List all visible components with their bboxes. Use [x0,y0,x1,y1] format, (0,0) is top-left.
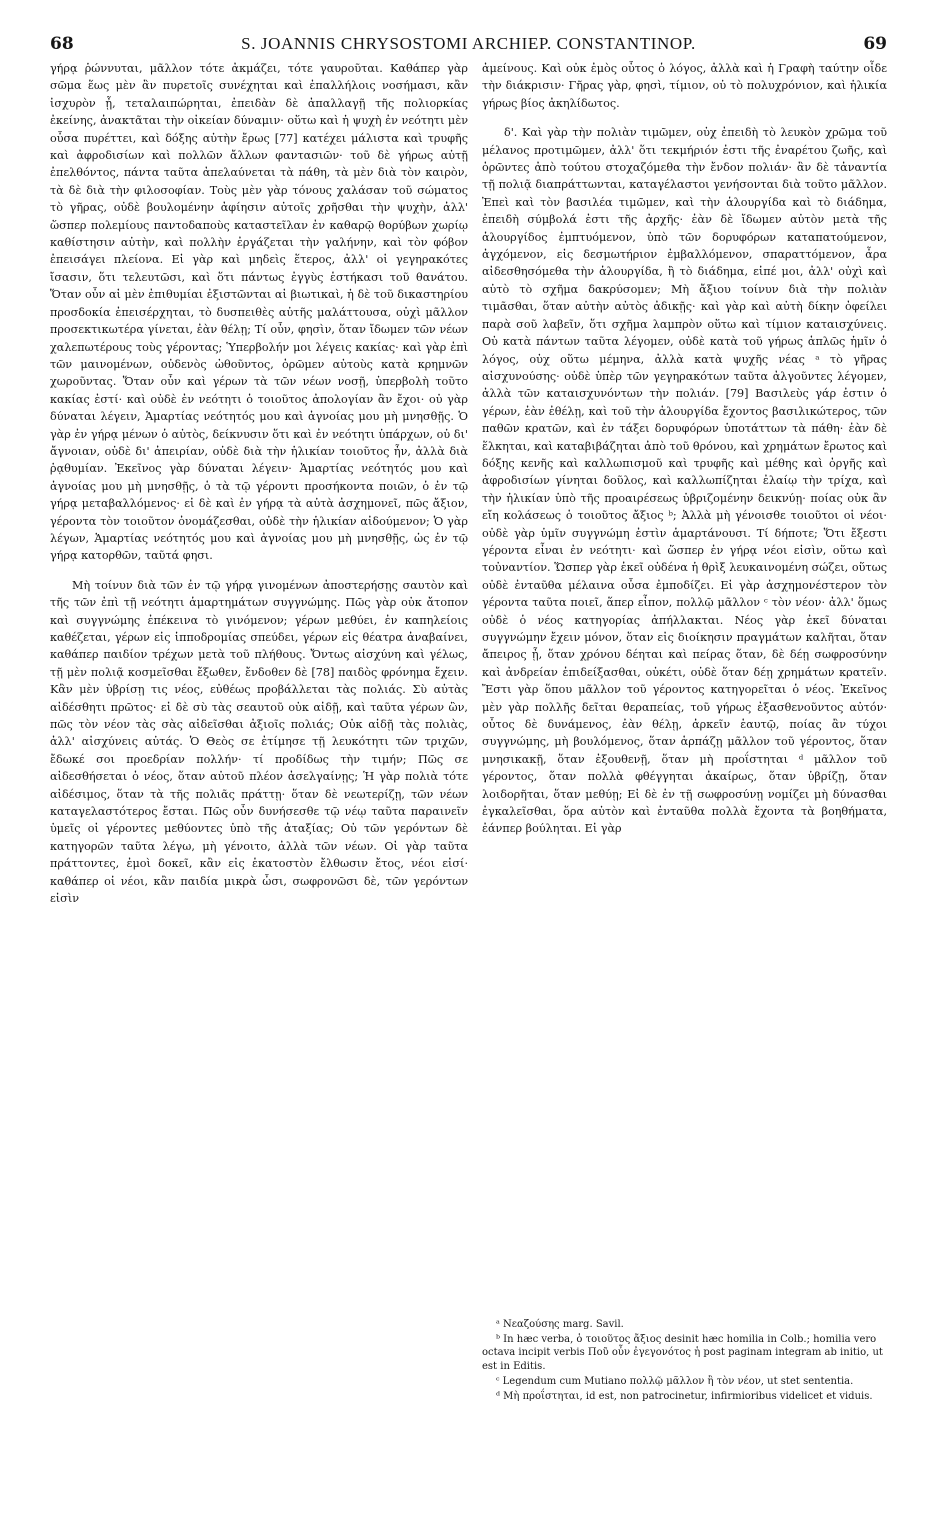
footnote-a: ᵃ Νεαζούσης marg. Savil. [496,1319,624,1330]
right-column [482,60,887,1312]
right-paragraph-1: ἀμείνους. Καὶ οὐκ ἐμὸς οὗτος ὁ λόγος, ἀλλὰ καὶ ἡ Γραφὴ ταύτην οἶδε τὴν διάκρισιν· Γῆρας γὰρ, φησὶ, τίμιον, οὐ τὸ πολυχρόνιον, καὶ ἡλικία γήρως βίος ἀκηλίδωτος. [482,62,887,110]
left-paragraph-1: γήρᾳ ῥώννυται, μᾶλλον τότε ἀκμάζει, τότε γαυροῦται. Καθάπερ γὰρ σῶμα ἕως μὲν ἂν πυρετοῖς συνέχηται καὶ ἐπαλλήλοις νοσήμασι, κἂν ἰσχυρὸν ᾖ, τεταλαιπώρηται, ἐπειδὰν δὲ ἀπαλλαγῇ τῆς πολιορκίας ἐκείνης, ἀνακτᾶται τὴν οἰκείαν δύναμιν· οὕτω καὶ ἡ ψυχὴ ἐν νεότητι μὲν οὖσα πυρέττει, καὶ δόξης αὐτὴν ἔρως [77] κατέχει μάλιστα καὶ τρυφῆς καὶ ἀφροδισίων καὶ πολλῶν ἄλλων φαντασιῶν· τοῦ δὲ γήρως αὐτῇ ἐπελθόντος, πάντα ταῦτα ἀπελαύνεται τὰ πάθη, τὰ μὲν διὰ τὸν καιρὸν, τὰ δὲ διὰ τὴν φιλοσοφίαν. Τοὺς μὲν γὰρ τόνους χαλάσαν τοῦ σώματος τὸ γῆρας, οὐδὲ βουλομένην ἀφίησιν αὐτοῖς χρῆσθαι τὴν ψυχὴν, ἀλλ' ὥσπερ πολεμίους παντοδαποὺς καταστεῖλαν ἐν καθαρῷ θορύβων χωρίῳ καθίστησιν αὐτὴν, καὶ πολλὴν ἐργάζεται τὴν γαλήνην, καὶ τὸν φόβον ἐπεισάγει πλείονα. Εἰ γὰρ καὶ μηδεὶς ἕτερος, ἀλλ' οἱ γεγηρακότες ἴσασιν, ὅτι τελευτῶσι, καὶ ὅτι πάντως ἐγγὺς ἑστήκασι τοῦ θανάτου. Ὅταν οὖν αἱ μὲν ἐπιθυμίαι ἐξιστῶνται αἱ βιωτικαὶ, ἡ δὲ τοῦ δικαστηρίου προσδοκία ἐπεισέρχηται, τὸ δυσπειθὲς αὐτῆς μαλάττουσα, οὐχὶ μᾶλλον προσεκτικωτέρα γίνεται, ἐὰν θέλῃ; Τί οὖν, φησὶν, ὅταν ἴδωμεν τῶν νέων χαλεπωτέρους τοὺς γέροντας; Ὑπερβολήν μοι λέγεις κακίας· καὶ γὰρ ἐπὶ τῶν μαινομένων, οὐδενὸς ὠθοῦντος, ὁρῶμεν αὐτοὺς κατὰ κρημνῶν χωροῦντας. Ὅταν οὖν καὶ γέρων τὰ τῶν νέων νοσῇ, ὑπερβολὴ τοῦτο κακίας ἐστί· καὶ οὐδὲ ἐν νεότητι ὁ τοιοῦτος ἀπολογίαν ἂν ἔχοι· οὐ γὰρ δύναται λέγειν, Ἁμαρτίας νεότητός μου καὶ ἀγνοίας μου μὴ μνησθῇς. Ὁ γὰρ ἐν γήρᾳ μένων ὁ αὐτὸς, δείκνυσιν ὅτι καὶ ἐν νεότητι ὑπάρχων, οὐ δι' ἄγνοιαν, οὐδὲ δι' ἀπειρίαν, οὐδὲ διὰ τὴν ἡλικίαν τοιοῦτος ἦν, ἀλλὰ διὰ ῥᾳθυμίαν. Ἐκεῖνος γὰρ δύναται λέγειν· Ἁμαρτίας νεότητός μου καὶ ἀγνοίας μου μὴ μνησθῇς, ὁ τὰ τῷ γέροντι προσήκοντα ποιῶν, ὁ ἐν τῷ γήρᾳ μεταβαλλόμενος· εἰ δὲ καὶ ἐν γήρᾳ τὰ αὐτὰ ἀσχημονεῖ, πῶς ἄξιον, γέροντα τὸν τοιοῦτον ὀνομάζεσθαι, οὐδὲ τὴν ἡλικίαν αἰδούμενον; Ὁ γὰρ λέγων, Ἁμαρτίας νεότητός μου καὶ ἀγνοίας μου μὴ μνησθῇς, ὡς ἐν τῷ γήρᾳ κατορθῶν, ταῦτά φησι. [50,62,468,563]
page-number-right: 69 [863,34,887,54]
footnote-b: ᵇ In hæc verba, ὁ τοιοῦτος ἄξιος desinit hæc homilia in Colb.; homilia vero octava incipit verbis Ποῦ οὖν ἐγεγονότος ἡ post paginam integram ab initio, ut est in Editis. [482,1334,883,1372]
page-header [50,34,887,56]
left-paragraph-2: Μὴ τοίνυν διὰ τῶν ἐν τῷ γήρᾳ γινομένων ἀποστερήσῃς σαυτὸν καὶ τῆς τῶν ἐπὶ τῇ νεότητι ἁμαρτημάτων συγγνώμης. Πῶς γὰρ οὐκ ἄτοπον καὶ συγγνώμης ἐπέκεινα τὸ γινόμενον; γέρων μεθύει, ἐν καπηλείοις καθέζεται, γέρων εἰς ἱπποδρομίας σπεύδει, γέρων εἰς θέατρα ἀναβαίνει, καθάπερ παιδίον τρέχων μετὰ τοῦ πλήθους. Ὄντως αἰσχύνη καὶ γέλως, τῇ μὲν πολιᾷ κοσμεῖσθαι ἔξωθεν, ἔνδοθεν δὲ [78] παιδὸς φρόνημα ἔχειν. Κἂν μὲν ὑβρίσῃ τις νέος, εὐθέως προβάλλεται τὰς πολιάς. Σὺ αὐτὰς αἰδέσθητι πρῶτος· εἰ δὲ σὺ τὰς σεαυτοῦ οὐκ αἰδῇ, καὶ ταῦτα γέρων ὢν, πῶς τὸν νέον τὰς σὰς αἰδεῖσθαι ἀξιοῖς πολιάς; Οὐκ αἰδῇ τὰς πολιὰς, ἀλλ' αἰσχύνεις αὐτάς. Ὁ Θεὸς σε ἐτίμησε τῇ λευκότητι τῶν τριχῶν, ἔδωκέ σοι προεδρίαν πολλήν· τί προδίδως τὴν τιμήν; Πῶς σε αἰδεσθήσεται ὁ νέος, ὅταν αὐτοῦ πλέον ἀσελγαίνῃς; Ἡ γὰρ πολιὰ τότε αἰδέσιμος, ὅταν τὰ τῆς πολιᾶς πράττῃ· ὅταν δὲ νεωτερίζῃ, τῶν νέων καταγελαστότερος ἔσται. Πῶς οὖν δυνήσεσθε τῷ νέῳ ταῦτα παραινεῖν ὑμεῖς οἱ γέροντες μεθύοντες ὑπὸ τῆς ἀταξίας; Οὐ τῶν γερόντων δὲ κατηγορῶν ταῦτα λέγω, μὴ γένοιτο, ἀλλὰ τῶν νέων. Οἱ γὰρ ταῦτα πράττοντες, ἐμοὶ δοκεῖ, κἂν εἰς ἑκατοστὸν ἔλθωσιν ἔτος, νέοι εἰσί· καθάπερ οἱ νέοι, κἂν παιδία μικρὰ ὦσι, σωφρονῶσι δὲ, τῶν γερόντων εἰσὶν [50,578,468,906]
page-number-left: 68 [50,34,74,54]
left-column [50,60,468,1512]
footnote-c: ᶜ Legendum cum Mutiano πολλῷ μᾶλλον ἢ τὸν νέον, ut stet sententia. [496,1375,854,1387]
footnote-d: ᵈ Μὴ προΐστηται, id est, non patrocinetur, infirmioribus videlicet et viduis. [496,1391,873,1403]
running-title: S. JOANNIS CHRYSOSTOMI ARCHIEP. CONSTANTINOP. [241,34,696,53]
right-paragraph-2: δ'. Καὶ γὰρ τὴν πολιὰν τιμῶμεν, οὐχ ἐπειδὴ τὸ λευκὸν χρῶμα τοῦ μέλανος προτιμῶμεν, ἀλλ' ὅτι τεκμήριόν ἐστι τῆς ἐναρέτου ζωῆς, καὶ ὁρῶντες ἀπὸ τούτου στοχαζόμεθα τὴν ἔνδον πολιάν· ἂν δὲ τἀναντία τῇ πολιᾷ διαπράττωνται, καταγέλαστοι γενήσονται διὰ τοῦτο μᾶλλον. Ἐπεὶ καὶ τὸν βασιλέα τιμῶμεν, καὶ τὴν ἁλουργίδα καὶ τὸ διάδημα, ἐπειδὴ σύμβολά ἐστι τῆς ἀρχῆς· ἐὰν δὲ ἴδωμεν αὐτὸν μετὰ τῆς ἁλουργίδος ἐμπτυόμενον, ὑπὸ τῶν δορυφόρων καταπατούμενον, ἀγχόμενον, εἰς δεσμωτήριον ἐμβαλλόμενον, σπαραττόμενον, ἆρα αἰδεσθησόμεθα τὴν ἁλουργίδα, ἢ τὸ διάδημα, εἰπέ μοι, ἀλλ' οὐχὶ καὶ αὐτὸ τὸ σχῆμα δακρύσομεν; Μὴ ἄξιου τοίνυν διὰ τὴν πολιὰν τιμᾶσθαι, ὅταν αὐτὴν αὐτὸς ἀδικῇς· καὶ γὰρ καὶ αὐτὴ δίκην ὀφείλει παρὰ σοῦ λαβεῖν, ὅτι σχῆμα λαμπρὸν οὕτω καὶ τίμιον καταισχύνεις. Οὐ κατὰ πάντων ταῦτα λέγομεν, οὐδὲ κατὰ τοῦ γήρως ἁπλῶς ἡμῖν ὁ λόγος, οὐχ οὕτω μέμηνα, ἀλλὰ κατὰ ψυχῆς νέας ᵃ τὸ γῆρας αἰσχυνούσης· οὐδὲ ὑπὲρ τῶν γεγηρακότων ταῦτα ἀλγοῦντες λέγομεν, ἀλλὰ τῶν καταισχυνόντων τὴν πολιάν. [79] Βασιλεὺς γάρ ἐστιν ὁ γέρων, ἐὰν ἐθέλῃ, καὶ τοῦ τὴν ἁλουργίδα ἔχοντος βασιλικώτερος, τῶν παθῶν κρατῶν, καὶ ἐν τάξει δορυφόρων ὑποτάττων τὰ πάθη· ἐὰν δὲ ἕλκηται, καὶ καταβιβάζηται ἀπὸ τοῦ θρόνου, καὶ χρημάτων ἔρωτος καὶ δόξης κενῆς καὶ καλλωπισμοῦ καὶ τρυφῆς καὶ μέθης καὶ ὀργῆς καὶ ἀφροδισίων γίνηται δοῦλος, καὶ καλλωπίζηται ἐλαίῳ τὴν τρίχα, καὶ τὴν ἡλικίαν ὑπὸ τῆς προαιρέσεως ὑβριζομένην δεικνύῃ· ποίας οὐκ ἂν εἴη κολάσεως ὁ τοιοῦτος ἄξιος ᵇ; Ἀλλὰ μὴ γένοισθε τοιοῦτοι οἱ νέοι· οὐδὲ γὰρ ὑμῖν συγγνώμη ἐστὶν ἁμαρτάνουσι. Τί δήποτε; Ὅτι ἔξεστι γέροντα εἶναι ἐν νεότητι· καὶ ὥσπερ ἐν γήρᾳ νέοι εἰσὶν, οὕτω καὶ τοὐναντίον. Ὥσπερ γὰρ ἐκεῖ οὐδένα ἡ θρὶξ λευκαινομένη σώζει, οὕτως οὐδὲ ἐνταῦθα μέλαινα οὖσα ἐμποδίζει. Εἰ γὰρ ἀσχημονέστερον τὸν γέροντα ταῦτα ποιεῖ, ἅπερ εἶπον, πολλῷ μᾶλλον ᶜ τὸν νέον· ἀλλ' ὅμως οὐδὲ ὁ νέος κατηγορίας ἀπήλλακται. Νέος γὰρ ἐκεῖ δύναται συγγνώμην ἔχειν μόνον, ὅταν εἰς διοίκησιν πραγμάτων καλῆται, ὅταν ἄπειρος ᾖ, ὅταν χρόνου δέηται καὶ πείρας ὅταν, δὲ δέῃ σωφροσύνην καὶ ἀνδρείαν ἐπιδείξασθαι, οὐκέτι, οὐδὲ ὅταν δέῃ χρημάτων κρατεῖν. Ἔστι γὰρ ὅπου μᾶλλον τοῦ γέροντος κατηγορεῖται ὁ νέος. Ἐκεῖνος μὲν γὰρ πολλῆς δεῖται θεραπείας, τοῦ γήρως ἐξασθενοῦντος αὐτόν· οὗτος δὲ δυνάμενος, ἐὰν θέλῃ, ἀρκεῖν ἑαυτῷ, ποίας ἂν τύχοι συγγνώμης, μὴ βουλόμενος, ὅταν ἁρπάζῃ μᾶλλον τοῦ γέροντος, ὅταν μνησικακῇ, ὅταν ἐξουθενῇ, ὅταν μὴ προΐστηται ᵈ μᾶλλον τοῦ γέροντος, ὅταν πολλὰ φθέγγηται ἀκαίρως, ὅταν ὑβρίζῃ, ὅταν λοιδορῆται, ὅταν μεθύῃ; Εἰ δὲ ἐν τῇ σωφροσύνῃ νομίζει μὴ δύνασθαι ἐγκαλεῖσθαι, ὅρα αὐτὸν καὶ ἐνταῦθα πολλὰ ἔχοντα τὰ βοηθήματα, ἐάνπερ βούληται. Εἰ γὰρ [482,126,887,836]
footnotes [482,1318,887,1405]
